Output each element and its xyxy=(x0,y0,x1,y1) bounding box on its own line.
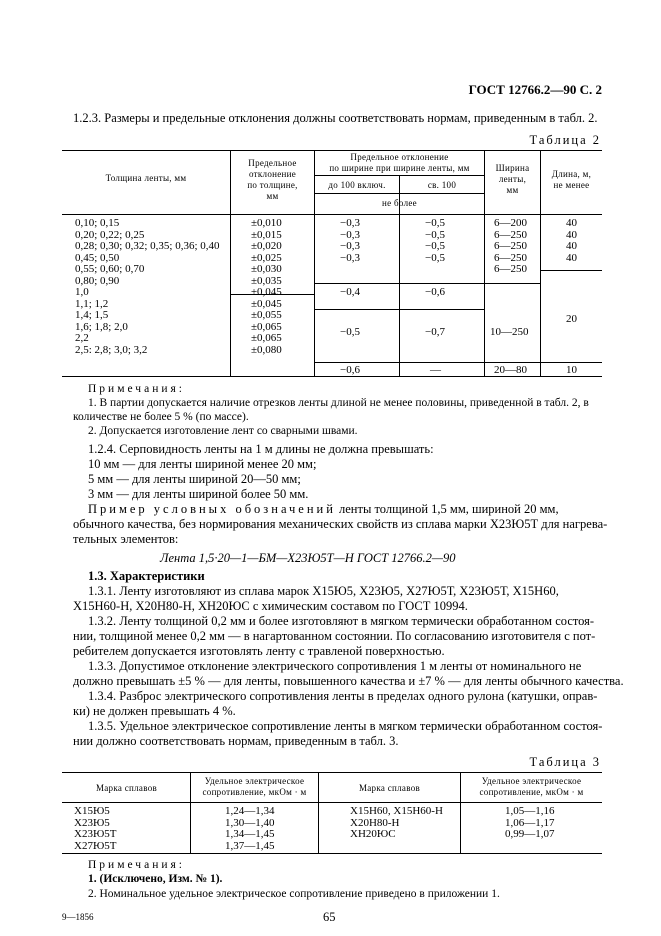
header-width: Ширина ленты, мм xyxy=(495,163,530,195)
right-grade-column: Х15Н60, Х15Н60-Н Х20Н80-Н ХН20ЮС xyxy=(350,805,443,840)
width-tol-over100-group3: −0,7 xyxy=(425,326,445,338)
notes-title: Примечания: xyxy=(88,383,185,395)
notes-2-item-1: 1. (Исключено, Изм. № 1). xyxy=(88,873,223,885)
header-grade-right: Марка сплавов xyxy=(358,783,421,793)
note-1-line-2: количестве не более 5 % (по массе). xyxy=(73,411,249,423)
width-tol-upto100-last: −0,6 xyxy=(340,364,360,376)
header-length: Длина, м, не менее xyxy=(551,169,592,190)
header-width-tolerance: Предельное отклонение по ширине при ширине ленты, мм xyxy=(329,152,470,173)
width-tol-upto100-group2: −0,4 xyxy=(340,286,360,298)
length-column-last: 10 xyxy=(566,364,577,376)
note-1-line-1: 1. В партии допускается наличие отрезков ленты длиной не менее половины, приведенной в табл. 2, в xyxy=(88,397,589,409)
header-thickness: Толщина ленты, мм xyxy=(105,173,187,183)
paragraph-1-3-1-cont: Х15Н60-Н, Х20Н80-Н, ХН20ЮС с химическим составом по ГОСТ 10994. xyxy=(73,599,468,613)
header-resistivity-left: Удельное электрическое сопротивление, мкОм · м xyxy=(202,776,307,797)
table-3-caption: Таблица 3 xyxy=(529,755,601,769)
notes-2-item-2: 2. Номинальное удельное электрическое сопротивление приведено в приложении 1. xyxy=(88,888,500,900)
width-tol-over100-group1: −0,5 −0,5 −0,5 −0,5 xyxy=(425,217,445,264)
width-column-group2: 10—250 xyxy=(490,326,529,338)
width-tol-over100-last: — xyxy=(430,364,441,376)
width-tol-upto100-group1: −0,3 −0,3 −0,3 −0,3 xyxy=(340,217,360,264)
paragraph-1-3-3: 1.3.3. Допустимое отклонение электрического сопротивления 1 м ленты от номинального не xyxy=(88,659,582,673)
example-line-3: тельных элементов: xyxy=(73,532,179,546)
width-tol-upto100-group3: −0,5 xyxy=(340,326,360,338)
paragraph-1-2-4-item: 5 мм — для ленты шириной 20—50 мм; xyxy=(88,472,301,486)
document-header: ГОСТ 12766.2—90 С. 2 xyxy=(468,82,602,97)
header-thickness-tolerance: Предельное отклонение по толщине, мм xyxy=(247,158,298,201)
header-over-100: св. 100 xyxy=(427,180,457,190)
width-tol-over100-group2: −0,6 xyxy=(425,286,445,298)
right-value-column: 1,05—1,16 1,06—1,17 0,99—1,07 xyxy=(505,805,555,840)
paragraph-1-3-5: 1.3.5. Удельное электрическое сопротивление ленты в мягком термически обработанном состоя- xyxy=(88,719,603,733)
example-designation: Лента 1,5·20—1—БМ—Х23Ю5Т—Н ГОСТ 12766.2—90 xyxy=(160,551,456,565)
paragraph-1-2-3: 1.2.3. Размеры и предельные отклонения должны соответствовать нормам, приведенным в табл. 2. xyxy=(73,111,598,125)
table-rule xyxy=(62,150,602,151)
header-not-more: не более xyxy=(382,198,417,208)
paragraph-1-3-5-cont: нии должно соответствовать нормам, приведенным в табл. 3. xyxy=(73,734,399,748)
header-resistivity-right: Удельное электрическое сопротивление, мкОм · м xyxy=(479,776,584,797)
table-rule xyxy=(62,853,602,854)
thickness-tolerance-column: ±0,010 ±0,015 ±0,020 ±0,025 ±0,030 ±0,035 ±0,045 ±0,045 ±0,055 ±0,065 ±0,065 ±0,080 xyxy=(251,217,282,356)
footer-code: 9—1856 xyxy=(62,912,94,922)
length-column-group1: 40 40 40 40 xyxy=(566,217,577,264)
example-line-2: обычного качества, без нормирования механических свойств из сплава марки Х23Ю5Т для нагрева- xyxy=(73,517,608,531)
notes-2-title: Примечания: xyxy=(88,859,185,871)
example-text: ленты толщиной 1,5 мм, шириной 20 мм, xyxy=(335,502,559,516)
length-column-group2: 20 xyxy=(566,313,577,325)
paragraph-1-3-2: 1.3.2. Ленту толщиной 0,2 мм и более изготовляют в мягком термически обработанном состоя- xyxy=(88,614,595,628)
table-rule xyxy=(62,802,602,803)
table-rule xyxy=(484,283,540,284)
example-spaced-heading: Пример условных обозначений xyxy=(88,502,336,516)
header-grade-left: Марка сплавов xyxy=(95,783,158,793)
table-rule xyxy=(62,772,602,773)
thickness-column: 0,10; 0,15 0,20; 0,22; 0,25 0,28; 0,30; 0,32; 0,35; 0,36; 0,40 0,45; 0,50 0,55; 0,60; 0,70 0,80; 0,90 1,0 1,1; 1,2 1,4; 1,5 1,6; 1,8; 2,0 2,2 2,5: 2,8; 3,0; 3,2 xyxy=(75,217,220,356)
width-column-group1: 6—200 6—250 6—250 6—250 6—250 xyxy=(494,217,527,275)
paragraph-1-2-4-item: 3 мм — для ленты шириной более 50 мм. xyxy=(88,487,309,501)
paragraph-1-2-4-item: 10 мм — для ленты шириной менее 20 мм; xyxy=(88,457,317,471)
left-grade-column: Х15Ю5 Х23Ю5 Х23Ю5Т Х27Ю5Т xyxy=(74,805,117,852)
left-value-column: 1,24—1,34 1,30—1,40 1,34—1,45 1,37—1,45 xyxy=(225,805,275,852)
header-upto-100: до 100 включ. xyxy=(328,180,386,190)
paragraph-1-3-4-cont: ки) не должен превышать 4 %. xyxy=(73,704,236,718)
section-1-3-title: 1.3. Характеристики xyxy=(88,569,205,583)
page-number: 65 xyxy=(323,910,336,924)
paragraph-1-3-4: 1.3.4. Разброс электрического сопротивления ленты в пределах одного рулона (катушки, оправ- xyxy=(88,689,598,703)
table-rule xyxy=(62,214,602,215)
note-2: 2. Допускается изготовление лент со сварными швами. xyxy=(88,425,358,437)
width-column-last: 20—80 xyxy=(494,364,527,376)
table-rule xyxy=(540,270,602,271)
paragraph-1-3-2-cont: ребителем допускается изготовлять ленту с травленой поверхностью. xyxy=(73,644,445,658)
example-line-1 xyxy=(88,502,559,517)
paragraph-1-3-2-cont: нии, толщиной менее 0,2 мм — в нагартованном состоянии. По согласованию изготовителя с пот- xyxy=(73,629,596,643)
table-2-caption: Таблица 2 xyxy=(529,133,601,147)
paragraph-1-2-4: 1.2.4. Серповидность ленты на 1 м длины не должна превышать: xyxy=(88,442,434,456)
table-rule xyxy=(314,362,602,363)
paragraph-1-3-1: 1.3.1. Ленту изготовляют из сплава марок Х15Ю5, Х23Ю5, Х27Ю5Т, Х23Ю5Т, Х15Н60, xyxy=(88,584,559,598)
paragraph-1-3-3-cont: должно превышать ±5 % — для ленты, повышенного качества и ±7 % — для ленты обычного качества. xyxy=(73,674,624,688)
